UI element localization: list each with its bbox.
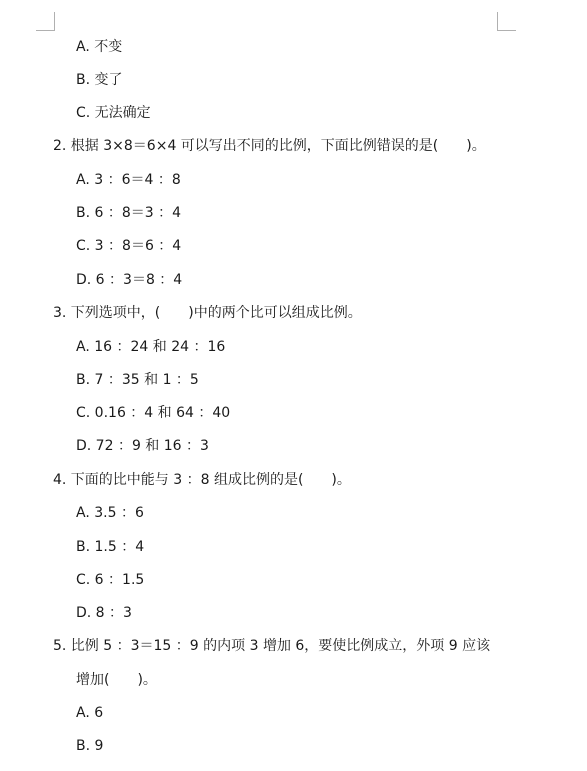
option-line: B. 6 ：8＝3 ：4: [76, 205, 182, 221]
option-line: D. 72 ：9 和 16 ：3: [76, 438, 209, 454]
question-line: 5. 比例 5 ：3＝15 ：9 的内项 3 增加 6，要使比例成立，外项 9 应该: [53, 638, 491, 654]
page-corner-mark-top-left: [36, 12, 55, 31]
option-line: C. 无法确定: [76, 105, 151, 121]
page-corner-mark-top-right: [497, 12, 516, 31]
question-line: 3. 下列选项中，( )中的两个比可以组成比例。: [53, 305, 362, 321]
option-line: A. 6: [76, 705, 104, 721]
option-line: B. 1.5 ：4: [76, 539, 145, 555]
option-line: D. 8 ：3: [76, 605, 132, 621]
option-line: D. 6 ：3＝8 ：4: [76, 272, 183, 288]
option-line: C. 0.16 ：4 和 64 ：40: [76, 405, 231, 421]
option-line: C. 3 ：8＝6 ：4: [76, 238, 182, 254]
question-line-continuation: 增加( )。: [76, 672, 157, 688]
question-line: 4. 下面的比中能与 3 ：8 组成比例的是( )。: [53, 472, 351, 488]
question-line: 2. 根据 3×8＝6×4 可以写出不同的比例，下面比例错误的是( )。: [53, 138, 486, 154]
option-line: B. 9: [76, 738, 104, 754]
option-line: B. 7 ：35 和 1 ：5: [76, 372, 199, 388]
option-line: A. 3.5 ：6: [76, 505, 144, 521]
option-line: C. 6 ：1.5: [76, 572, 145, 588]
option-line: A. 不变: [76, 39, 123, 55]
option-line: B. 变了: [76, 72, 123, 88]
option-line: A. 16 ：24 和 24 ：16: [76, 339, 226, 355]
option-line: A. 3 ：6＝4 ：8: [76, 172, 181, 188]
